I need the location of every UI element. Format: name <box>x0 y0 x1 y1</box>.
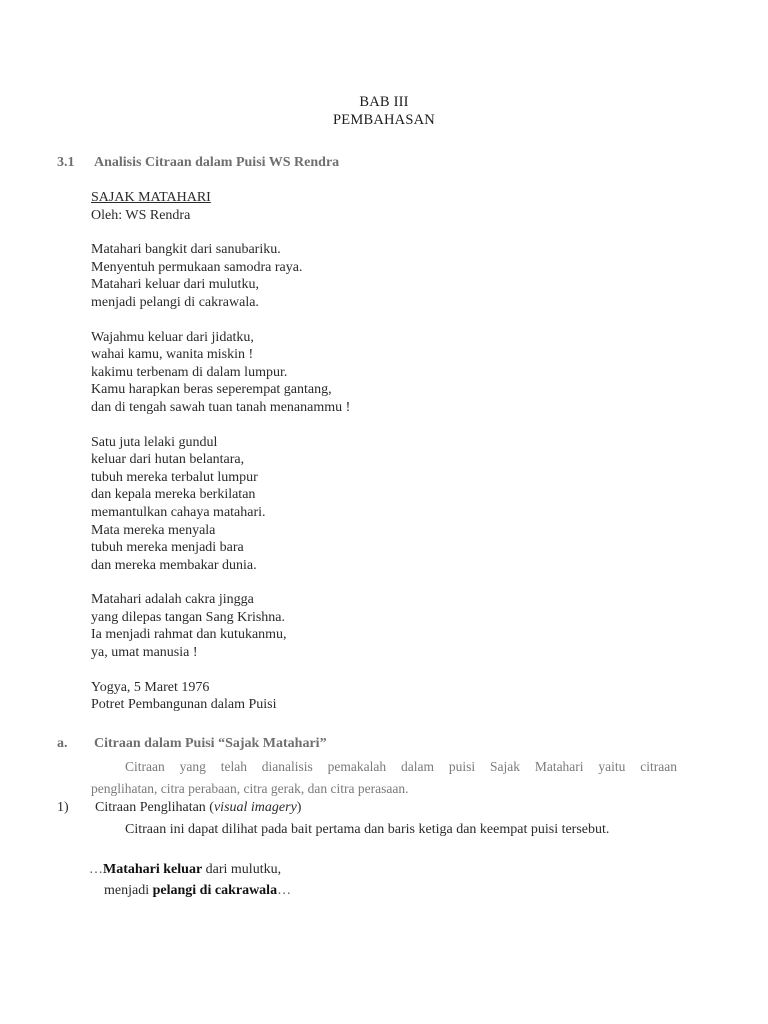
quote-ellipsis: … <box>89 862 103 877</box>
poem-line: dan kepala mereka berkilatan <box>91 487 256 503</box>
poem-stanza-1 <box>91 241 350 311</box>
poem-line: tubuh mereka menjadi bara <box>91 540 244 556</box>
poem-line: tubuh mereka terbalut lumpur <box>91 469 258 485</box>
poem-line: Satu juta lelaki gundul <box>91 434 218 450</box>
poem-stanza-4 <box>91 591 350 661</box>
poem-line: keluar dari hutan belantara, <box>91 452 245 468</box>
subsection-marker: a. <box>57 736 68 751</box>
item-title-suffix: ) <box>296 800 302 815</box>
quote-text: menjadi <box>104 883 153 898</box>
poem-source: Potret Pembangunan dalam Puisi <box>91 697 277 713</box>
chapter-number: BAB III <box>359 94 409 110</box>
poem-line: Matahari keluar dari mulutku, <box>91 277 259 293</box>
poem-line: ya, umat manusia ! <box>91 645 198 661</box>
poem-line: Matahari adalah cakra jingga <box>91 592 254 608</box>
quote-bold: pelangi di cakrawala <box>152 883 278 898</box>
subsection-title: Citraan dalam Puisi “Sajak Matahari” <box>94 736 327 751</box>
subsection-paragraph-line2: penglihatan, citra perabaan, citra gerak, dan citra perasaan. <box>91 781 409 796</box>
poem-line: yang dilepas tangan Sang Krishna. <box>91 609 286 625</box>
item-title <box>95 800 301 816</box>
item-text: Citraan ini dapat dilihat pada bait pertama dan baris ketiga dan keempat puisi tersebut. <box>125 822 610 837</box>
item-marker: 1) <box>57 800 69 815</box>
poem-line: Wajahmu keluar dari jidatku, <box>91 329 254 345</box>
poem-colophon <box>91 679 350 714</box>
poem-line: Mata mereka menyala <box>91 522 216 538</box>
poem-title: SAJAK MATAHARI <box>91 190 211 205</box>
poem-stanza-2 <box>91 329 350 417</box>
subsection-paragraph-line1: Citraan yang telah dianalisis pemakalah dalam puisi Sajak Matahari yaitu citraan <box>125 759 677 774</box>
poem-line: Matahari bangkit dari sanubariku. <box>91 242 281 258</box>
poem-line: dan di tengah sawah tuan tanah menanammu ! <box>91 399 351 415</box>
poem-line: wahai kamu, wanita miskin ! <box>91 347 254 363</box>
poem-line: dan mereka membakar dunia. <box>91 557 257 573</box>
poem-line: menjadi pelangi di cakrawala. <box>91 294 259 310</box>
quote-line-2 <box>104 883 291 899</box>
chapter-title: PEMBAHASAN <box>333 112 435 128</box>
poem-line: Kamu harapkan beras seperempat gantang, <box>91 382 332 398</box>
poem-line: Ia menjadi rahmat dan kutukanmu, <box>91 627 287 643</box>
section-title: Analisis Citraan dalam Puisi WS Rendra <box>94 155 340 170</box>
poem-date: Yogya, 5 Maret 1976 <box>91 679 210 695</box>
quote-text: dari mulutku, <box>202 862 282 877</box>
poem-author: Oleh: WS Rendra <box>91 207 191 223</box>
item-title-prefix: Citraan Penglihatan ( <box>95 800 214 815</box>
poem-stanza-3 <box>91 434 350 575</box>
poem-line: Menyentuh permukaan samodra raya. <box>91 259 303 275</box>
quote-ellipsis: … <box>277 883 292 898</box>
section-number: 3.1 <box>57 155 75 170</box>
quote-bold: Matahari keluar <box>103 862 203 877</box>
quote-line-1 <box>89 862 281 878</box>
poem-line: kakimu terbenam di dalam lumpur. <box>91 364 288 380</box>
item-title-italic: visual imagery <box>213 800 297 815</box>
poem-line: memantulkan cahaya matahari. <box>91 504 266 520</box>
poem <box>91 189 350 731</box>
